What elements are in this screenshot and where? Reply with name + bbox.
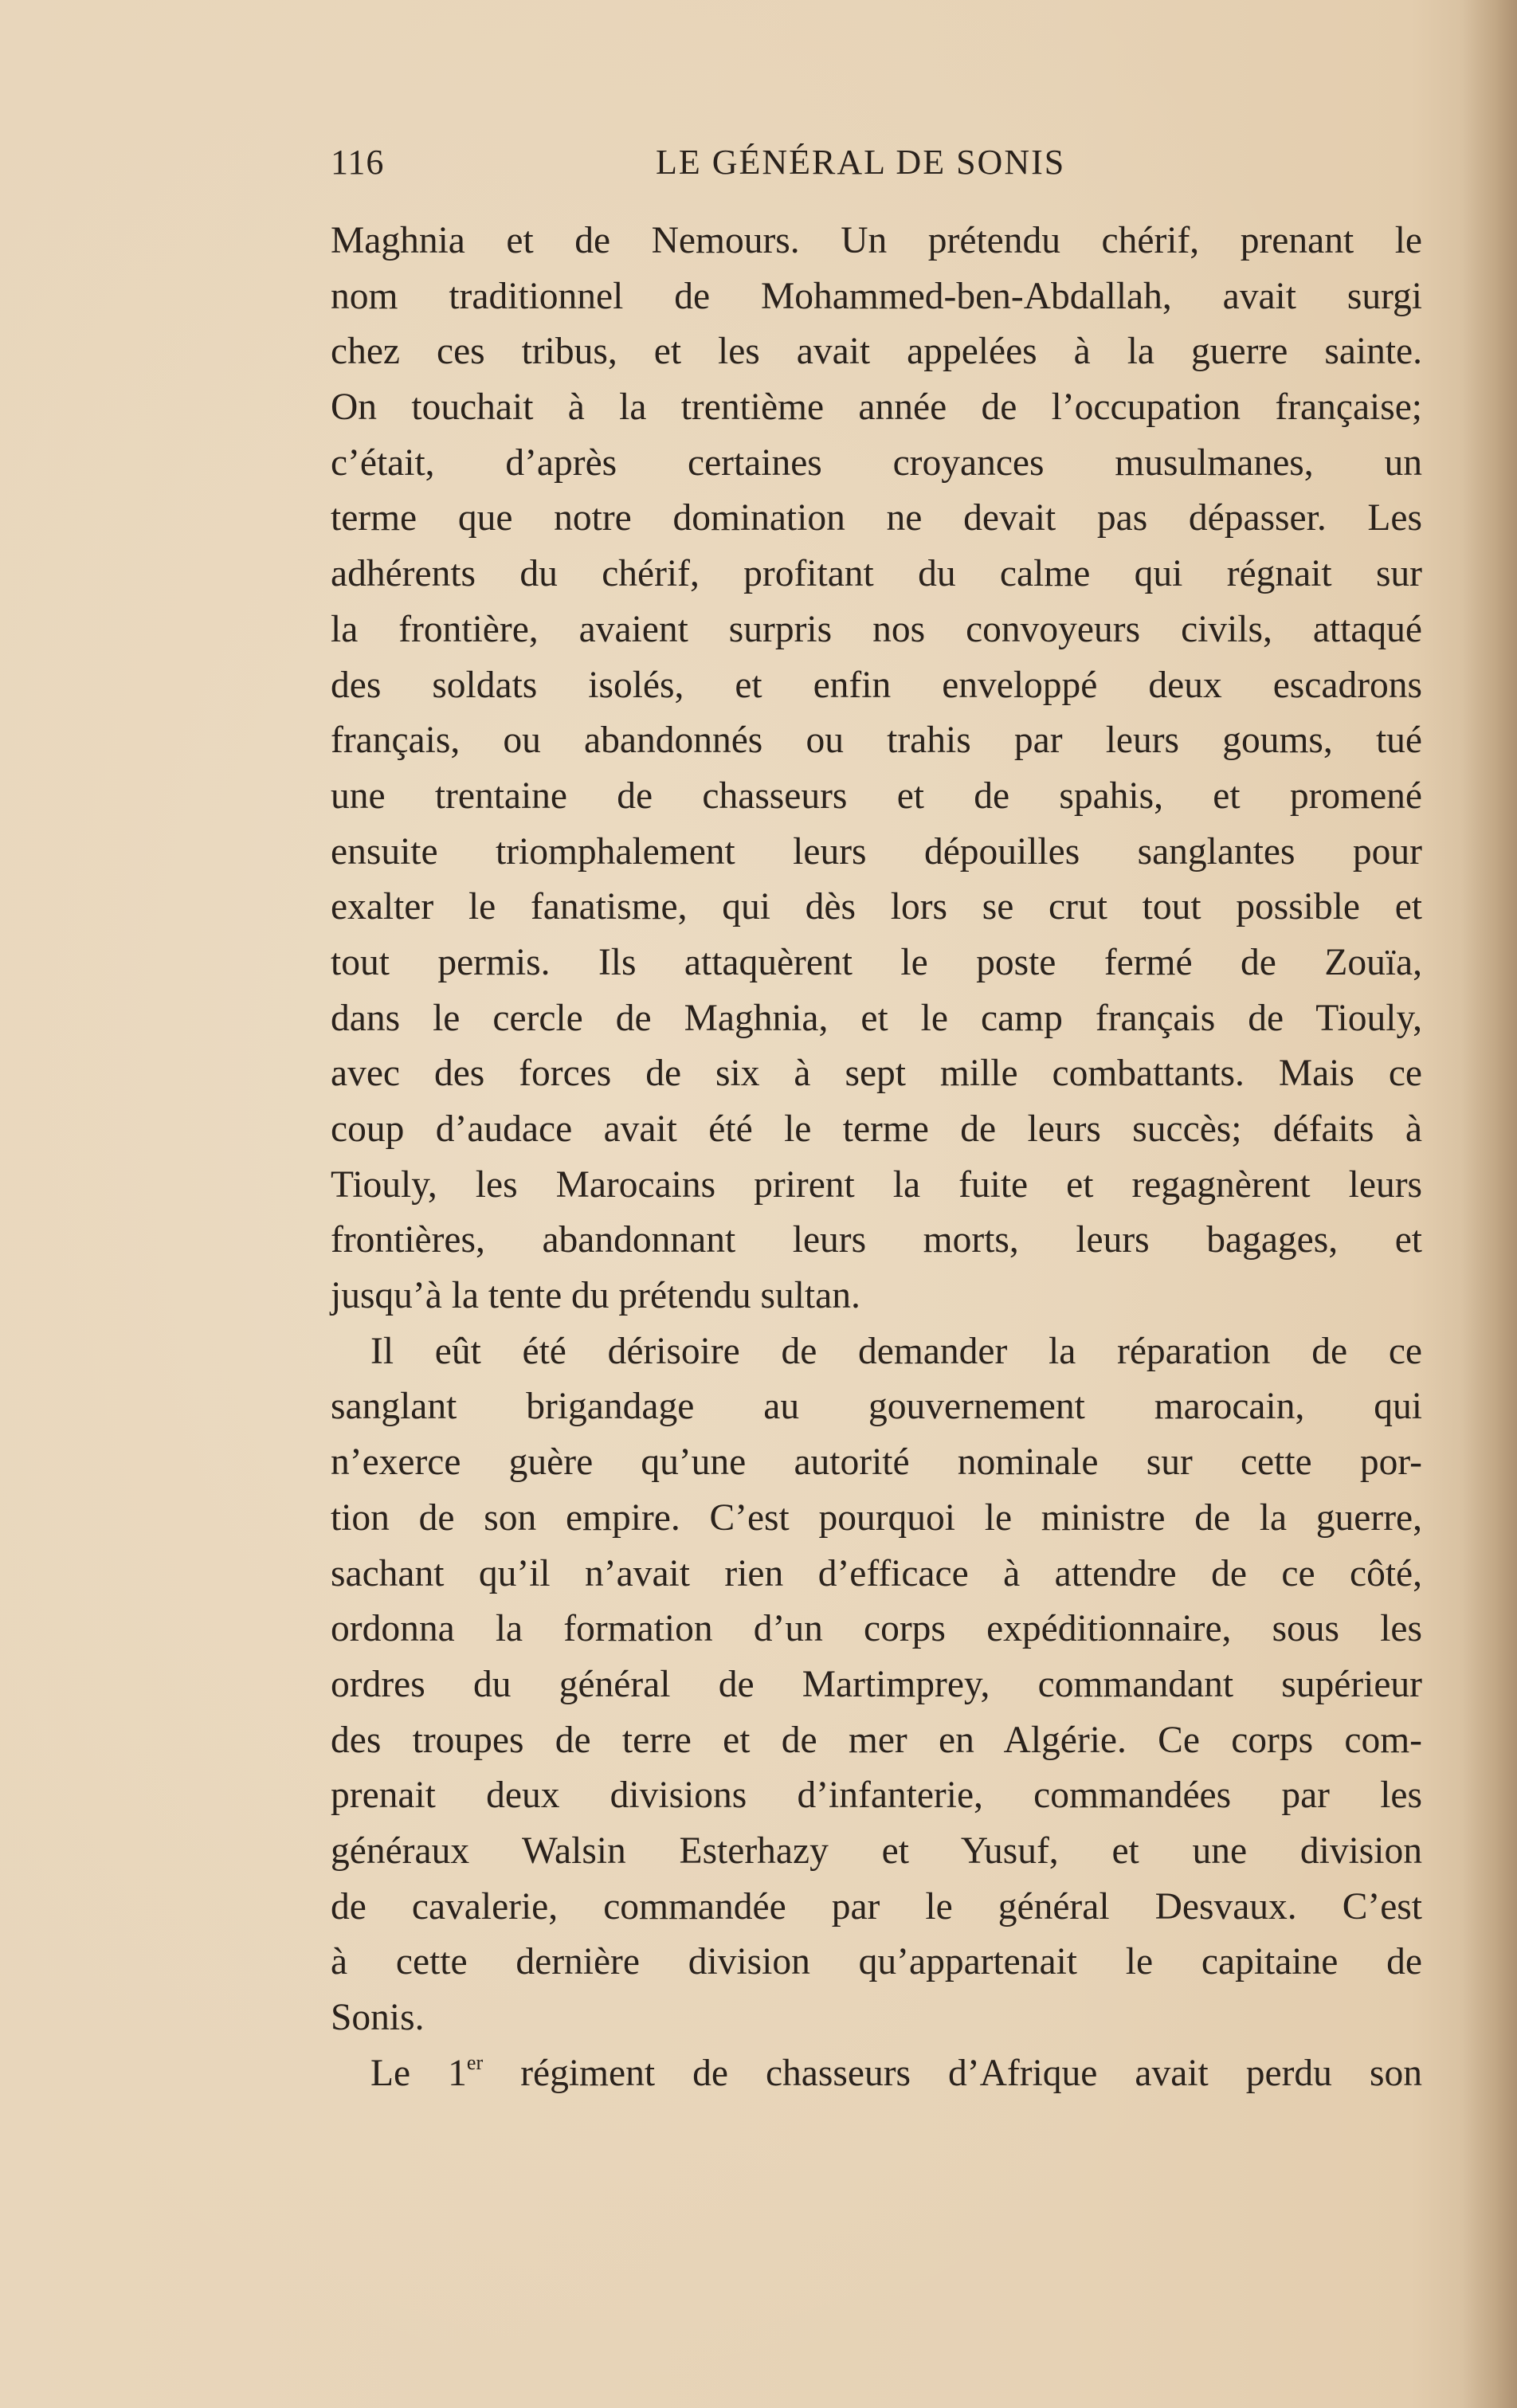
text-line: c’était, d’après certaines croyances musulmanes, un <box>331 441 1422 484</box>
running-title: LE GÉNÉRAL DE SONIS <box>656 143 1066 182</box>
text-line: frontières, abandonnant leurs morts, leurs bagages, et <box>331 1219 1422 1261</box>
text-line: Il eût été dérisoire de demander la réparation de ce <box>370 1330 1422 1372</box>
text-line: coup d’audace avait été le terme de leurs succès; défaits à <box>331 1108 1422 1150</box>
text-line-last <box>331 2046 1422 2102</box>
text-line: des troupes de terre et de mer en Algérie. Ce corps com- <box>331 1719 1422 1761</box>
text-line: tout permis. Ils attaquèrent le poste fermé de Zouïa, <box>331 941 1422 983</box>
text-line: jusqu’à la tente du prétendu sultan. <box>331 1275 860 1317</box>
text-line: sanglant brigandage au gouvernement marocain, qui <box>331 1386 1422 1428</box>
text-line: tion de son empire. C’est pourquoi le ministre de la guerre, <box>331 1496 1422 1539</box>
last-line-start: Le 1 <box>370 2052 467 2094</box>
text-line: français, ou abandonnés ou trahis par leurs goums, tué <box>331 720 1422 762</box>
text-line: des soldats isolés, et enfin enveloppé deux escadrons <box>331 664 1422 706</box>
running-head <box>331 142 1422 190</box>
text-line: ordonna la formation d’un corps expéditionnaire, sous les <box>331 1608 1422 1650</box>
spine-shadow <box>1461 0 1517 2408</box>
text-line: généraux Walsin Esterhazy et Yusuf, et une division <box>331 1830 1422 1872</box>
text-line: une trentaine de chasseurs et de spahis, et promené <box>331 775 1422 817</box>
body-text <box>331 214 1422 2101</box>
text-line: la frontière, avaient surpris nos convoyeurs civils, attaqué <box>331 608 1422 650</box>
text-line: Maghnia et de Nemours. Un prétendu chérif, prenant le <box>331 220 1422 261</box>
text-line: ensuite triomphalement leurs dépouilles sanglantes pour <box>331 830 1422 873</box>
text-line: sachant qu’il n’avait rien d’efficace à attendre de ce côté, <box>331 1552 1422 1594</box>
text-line: à cette dernière division qu’appartenait le capitaine de <box>331 1941 1422 1983</box>
text-line: chez ces tribus, et les avait appelées à la guerre sainte. <box>331 331 1422 373</box>
text-line: de cavalerie, commandée par le général Desvaux. C’est <box>331 1885 1422 1928</box>
text-line: terme que notre domination ne devait pas dépasser. Les <box>331 497 1422 539</box>
text-line: prenait deux divisions d’infanterie, commandées par les <box>331 1775 1422 1817</box>
text-line: adhérents du chérif, profitant du calme qui régnait sur <box>331 553 1422 595</box>
text-line: avec des forces de six à sept mille combattants. Mais ce <box>331 1053 1422 1095</box>
text-line: n’exerce guère qu’une autorité nominale sur cette por- <box>331 1441 1422 1484</box>
text-line: On touchait à la trentième année de l’occupation française; <box>331 386 1422 429</box>
text-line: nom traditionnel de Mohammed-ben-Abdallah, avait surgi <box>331 275 1422 317</box>
text-line: dans le cercle de Maghnia, et le camp français de Tiouly, <box>331 997 1422 1039</box>
last-line-rest: régiment de chasseurs d’Afrique avait perdu son <box>483 2052 1422 2094</box>
text-line: Tiouly, les Marocains prirent la fuite et regagnèrent leurs <box>331 1163 1422 1206</box>
text-line: exalter le fanatisme, qui dès lors se crut tout possible et <box>331 886 1422 928</box>
page-number: 116 <box>331 143 385 182</box>
ordinal-superscript: er <box>466 2050 484 2074</box>
text-line: ordres du général de Martimprey, commandant supérieur <box>331 1663 1422 1705</box>
text-line: Sonis. <box>331 1997 425 2038</box>
